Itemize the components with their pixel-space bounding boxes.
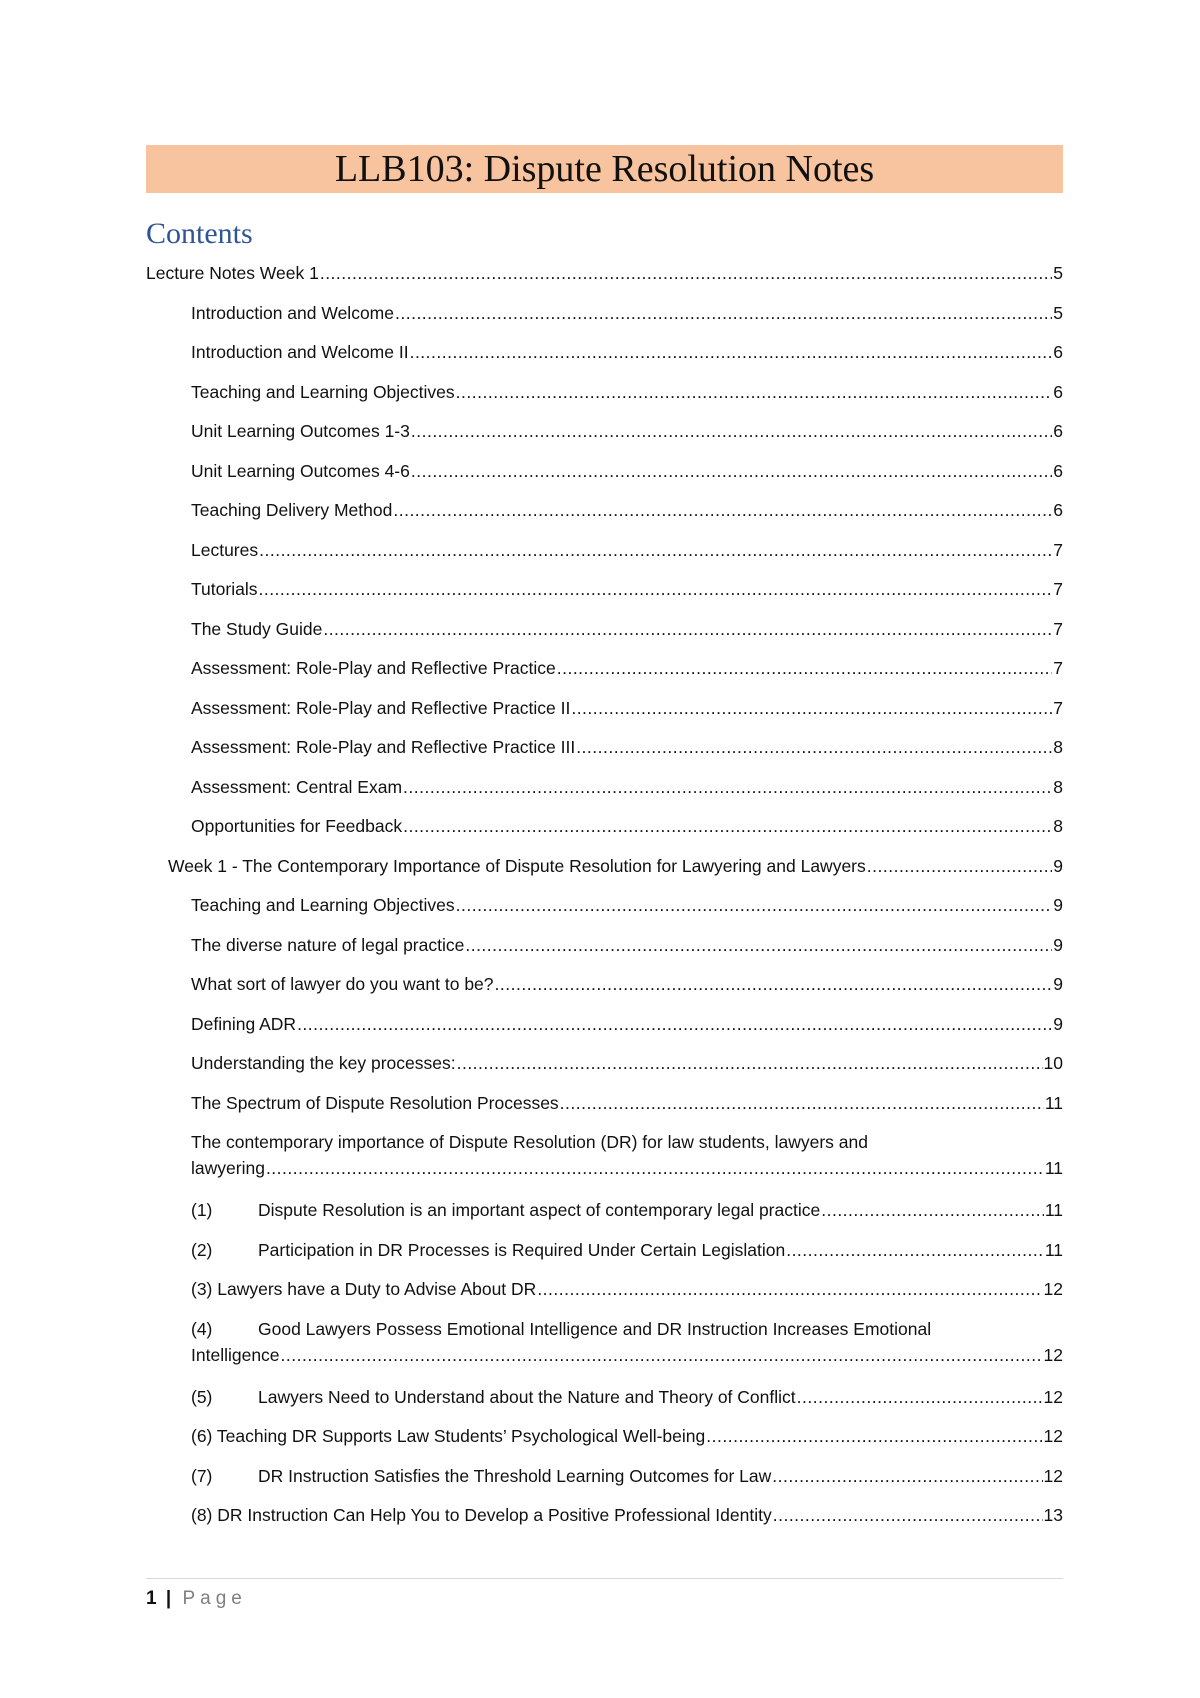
toc-entry-text: (3) Lawyers have a Duty to Advise About DR (191, 1279, 537, 1299)
toc-entry[interactable] (146, 1384, 1063, 1424)
toc-page-number: 11 (1044, 1200, 1063, 1220)
document-title: LLB103: Dispute Resolution Notes (146, 145, 1063, 193)
toc-page-number: 7 (1053, 579, 1063, 599)
toc-entry-text: Unit Learning Outcomes 1-3 (191, 421, 410, 441)
toc-page-number: 9 (1053, 895, 1063, 915)
toc-page-number: 9 (1053, 974, 1063, 994)
toc-entry[interactable] (146, 616, 1063, 656)
toc-leader-dots (772, 1463, 1042, 1489)
toc-leader-dots (411, 458, 1052, 484)
toc-leader-dots (797, 1384, 1043, 1410)
toc-entry[interactable] (146, 497, 1063, 537)
toc-entry[interactable] (146, 655, 1063, 695)
toc-entry[interactable] (146, 932, 1063, 972)
toc-page-number: 7 (1053, 697, 1063, 718)
toc-leader-dots (465, 932, 1052, 958)
toc-entry-text: Opportunities for Feedback (191, 816, 403, 836)
toc-page-number: 7 (1053, 539, 1063, 560)
toc-leader-dots (320, 260, 1052, 286)
toc-page-number: 7 (1053, 658, 1063, 678)
toc-entry-text: Teaching and Learning Objectives (191, 895, 455, 915)
toc-page-number: 9 (1053, 934, 1063, 955)
toc-leader-dots (786, 1237, 1044, 1263)
toc-leader-dots (456, 892, 1053, 918)
toc-entry-text: Teaching and Learning Objectives (191, 381, 455, 402)
toc-page-number: 12 (1043, 1465, 1063, 1486)
toc-leader-dots (395, 300, 1052, 326)
toc-leader-dots (456, 379, 1053, 405)
toc-entry-text: Assessment: Role-Play and Reflective Practice II (191, 697, 571, 718)
footer-page-number: 1 (146, 1588, 157, 1609)
toc-entry[interactable] (146, 971, 1063, 1011)
toc-page-number: 6 (1053, 500, 1063, 520)
toc-page-number: 8 (1053, 737, 1063, 757)
toc-entry-text: Participation in DR Processes is Required Under Certain Legislation (258, 1239, 786, 1260)
toc-leader-dots (297, 1011, 1052, 1037)
toc-page-number: 13 (1043, 1505, 1063, 1525)
toc-leader-dots (457, 1050, 1043, 1076)
toc-entry-number: (5) (191, 1386, 213, 1407)
toc-entry-text: Assessment: Role-Play and Reflective Practice III (191, 737, 576, 757)
toc-leader-dots (560, 1090, 1044, 1116)
toc-entry[interactable] (146, 1197, 1063, 1237)
toc-entry-text: The diverse nature of legal practice (191, 934, 465, 955)
toc-leader-dots (410, 339, 1053, 365)
toc-entry-text: Teaching Delivery Method (191, 500, 393, 520)
toc-leader-dots (393, 497, 1052, 523)
toc-page-number: 6 (1053, 342, 1063, 362)
toc-entry[interactable] (146, 1502, 1063, 1542)
toc-entry-text: What sort of lawyer do you want to be? (191, 974, 494, 994)
toc-page-number: 11 (1044, 1239, 1063, 1260)
toc-entry[interactable] (146, 1316, 1063, 1384)
toc-page-number: 10 (1043, 1053, 1063, 1073)
page-footer (146, 1586, 247, 1612)
toc-entry[interactable] (146, 813, 1063, 853)
toc-leader-dots (557, 655, 1053, 681)
toc-entry-text-line1: The contemporary importance of Dispute Resolution (DR) for law students, lawyers and (191, 1132, 868, 1152)
toc-entry-number: (7) (191, 1465, 213, 1486)
toc-page-number: 6 (1053, 381, 1063, 402)
toc-page-number: 12 (1043, 1426, 1063, 1446)
toc-entry-text: Assessment: Central Exam (191, 776, 403, 797)
toc-entry[interactable] (146, 774, 1063, 814)
toc-page-number: 5 (1053, 263, 1063, 283)
contents-heading: Contents (146, 217, 253, 250)
toc-entry[interactable] (146, 458, 1063, 498)
toc-entry[interactable] (146, 260, 1063, 300)
toc-leader-dots (403, 813, 1052, 839)
toc-entry[interactable] (146, 734, 1063, 774)
toc-entry-text: The Spectrum of Dispute Resolution Processes (191, 1092, 559, 1113)
toc-entry-text: Defining ADR (191, 1013, 297, 1034)
toc-leader-dots (537, 1276, 1042, 1302)
toc-entry-text: Tutorials (191, 579, 258, 599)
toc-leader-dots (576, 734, 1052, 760)
toc-page-number: 12 (1043, 1344, 1063, 1365)
toc-entry-number: (1) (191, 1200, 213, 1220)
toc-page-number: 8 (1053, 776, 1063, 797)
toc-entry-text: The Study Guide (191, 618, 323, 639)
toc-entry-text-line1: Good Lawyers Possess Emotional Intelligence and DR Instruction Increases Emotional (258, 1318, 932, 1339)
toc-entry[interactable] (146, 379, 1063, 419)
toc-leader-dots (706, 1423, 1042, 1449)
toc-entry[interactable] (146, 1090, 1063, 1130)
toc-entry-number: (2) (191, 1239, 213, 1260)
toc-entry-number: (4) (191, 1318, 213, 1339)
toc-leader-dots (495, 971, 1053, 997)
toc-entry-text: Lectures (191, 539, 259, 560)
toc-leader-dots (323, 616, 1052, 642)
toc-leader-dots (281, 1342, 1043, 1368)
toc-entry[interactable] (146, 1050, 1063, 1090)
toc-entry[interactable] (146, 300, 1063, 340)
toc-entry[interactable] (146, 695, 1063, 735)
toc-entry[interactable] (146, 1276, 1063, 1316)
toc-page-number: 11 (1044, 1092, 1063, 1113)
toc-entry-text: (8) DR Instruction Can Help You to Develop a Positive Professional Identity (191, 1505, 772, 1525)
toc-entry[interactable] (146, 537, 1063, 577)
toc-entry[interactable] (146, 1423, 1063, 1463)
toc-page-number: 9 (1053, 1013, 1063, 1034)
toc-leader-dots (411, 418, 1052, 444)
toc-entry-text: Week 1 - The Contemporary Importance of Dispute Resolution for Lawyering and Lawyers (168, 855, 866, 876)
toc-page-number: 8 (1053, 816, 1063, 836)
toc-entry-text: lawyering (191, 1158, 265, 1178)
toc-leader-dots (867, 853, 1053, 879)
table-of-contents (146, 260, 1063, 1542)
toc-entry-text: Intelligence (191, 1344, 280, 1365)
toc-entry-text: Introduction and Welcome (191, 302, 394, 323)
toc-leader-dots (571, 695, 1052, 721)
toc-entry-text: Lecture Notes Week 1 (146, 263, 319, 283)
toc-leader-dots (259, 537, 1052, 563)
toc-page-number: 6 (1053, 460, 1063, 481)
toc-entry[interactable] (146, 1129, 1063, 1197)
toc-leader-dots (403, 774, 1052, 800)
toc-entry[interactable] (146, 1011, 1063, 1051)
toc-entry-text: Introduction and Welcome II (191, 342, 409, 362)
toc-page-number: 9 (1053, 855, 1063, 876)
toc-entry[interactable] (146, 576, 1063, 616)
toc-entry-text: DR Instruction Satisfies the Threshold Learning Outcomes for Law (258, 1465, 772, 1486)
toc-leader-dots (821, 1197, 1044, 1223)
footer-separator: | (165, 1588, 172, 1609)
footer-divider (146, 1578, 1063, 1579)
toc-page-number: 6 (1053, 421, 1063, 441)
toc-entry[interactable] (146, 853, 1063, 893)
toc-leader-dots (258, 576, 1052, 602)
toc-page-number: 7 (1053, 618, 1063, 639)
toc-page-number: 5 (1053, 302, 1063, 323)
toc-page-number: 11 (1044, 1158, 1063, 1178)
toc-entry-text: Lawyers Need to Understand about the Nature and Theory of Conflict (258, 1386, 796, 1407)
toc-entry-text: (6) Teaching DR Supports Law Students’ Psychological Well-being (191, 1426, 706, 1446)
toc-entry[interactable] (146, 892, 1063, 932)
toc-entry-text: Dispute Resolution is an important aspect of contemporary legal practice (258, 1200, 821, 1220)
toc-leader-dots (266, 1155, 1044, 1181)
toc-entry[interactable] (146, 339, 1063, 379)
footer-page-label: Page (182, 1588, 247, 1609)
toc-leader-dots (773, 1502, 1043, 1528)
toc-entry-text: Understanding the key processes: (191, 1053, 456, 1073)
toc-entry[interactable] (146, 418, 1063, 458)
toc-page-number: 12 (1043, 1386, 1063, 1407)
toc-entry[interactable] (146, 1237, 1063, 1277)
toc-entry-text: Unit Learning Outcomes 4-6 (191, 460, 410, 481)
toc-entry-text: Assessment: Role-Play and Reflective Practice (191, 658, 556, 678)
toc-entry[interactable] (146, 1463, 1063, 1503)
toc-page-number: 12 (1043, 1279, 1063, 1299)
